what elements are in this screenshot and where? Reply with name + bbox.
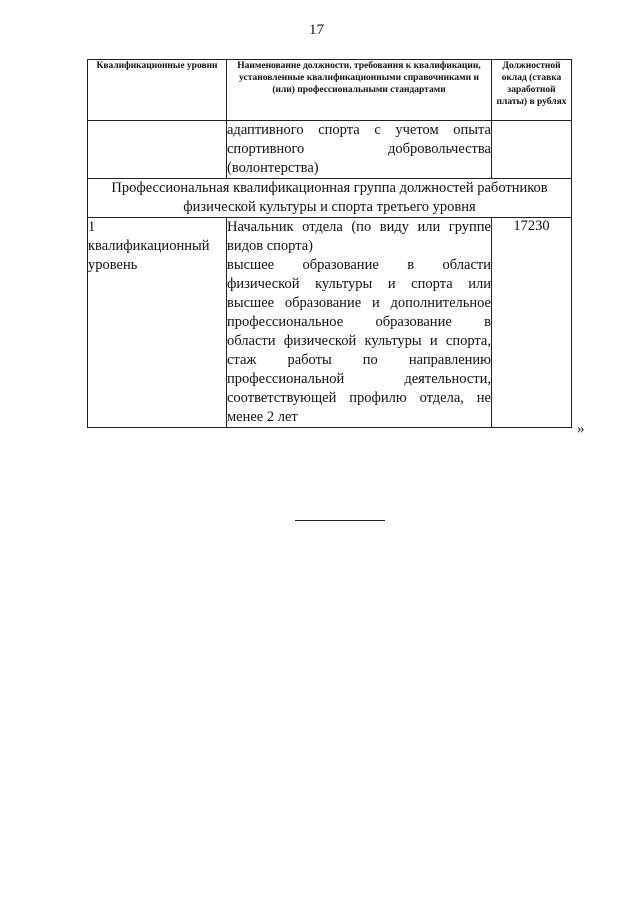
position-line: Начальник отдела (по виду или группе (227, 219, 491, 235)
qualification-table (87, 59, 572, 428)
header-salary: Должностной оклад (ставка заработной платы) в рублях (492, 60, 572, 121)
continuation-level-cell (88, 121, 227, 179)
salary-cell: 17230 (492, 218, 572, 428)
position-line: профессиональное образование в (227, 314, 491, 330)
position-line: высшее образование в области (227, 257, 491, 273)
closing-quote: » (577, 421, 585, 437)
level-cell (88, 218, 227, 428)
position-line: менее 2 лет (227, 409, 298, 425)
position-line: профессиональной деятельности, (227, 371, 491, 387)
footer-divider (295, 520, 385, 521)
group-title-cell (88, 179, 572, 218)
level-line: уровень (88, 257, 138, 273)
header-qualification-levels: Квалификационные уровни (88, 60, 227, 121)
position-line: видов спорта) (227, 238, 313, 254)
group-title-line: физической культуры и спорта третьего уровня (183, 199, 476, 215)
page-number: 17 (309, 22, 324, 38)
position-line: соответствующей профилю отдела, не (227, 390, 491, 406)
continuation-line: адаптивного спорта с учетом опыта (227, 122, 491, 138)
table-header-row (88, 60, 572, 121)
group-title-row (88, 179, 572, 218)
header-position-requirements: Наименование должности, требования к квалификации, установленные квалификационными справочниками и (или) профессиональными стандартами (227, 60, 492, 121)
continuation-salary-cell (492, 121, 572, 179)
group-title-line: Профессиональная квалификационная группа должностей работников (111, 180, 548, 196)
position-line: физической культуры и спорта или (227, 276, 491, 292)
position-line: высшее образование и дополнительное (227, 295, 491, 311)
level-line: квалификационный (88, 238, 210, 254)
position-cell (227, 218, 492, 428)
continuation-row (88, 121, 572, 179)
position-line: стаж работы по направлению (227, 352, 491, 368)
continuation-line: спортивного добровольчества (227, 141, 491, 157)
level-line: 1 (88, 219, 96, 235)
continuation-text-cell (227, 121, 492, 179)
table-row (88, 218, 572, 428)
position-line: области физической культуры и спорта, (227, 333, 491, 349)
continuation-line: (волонтерства) (227, 160, 319, 176)
